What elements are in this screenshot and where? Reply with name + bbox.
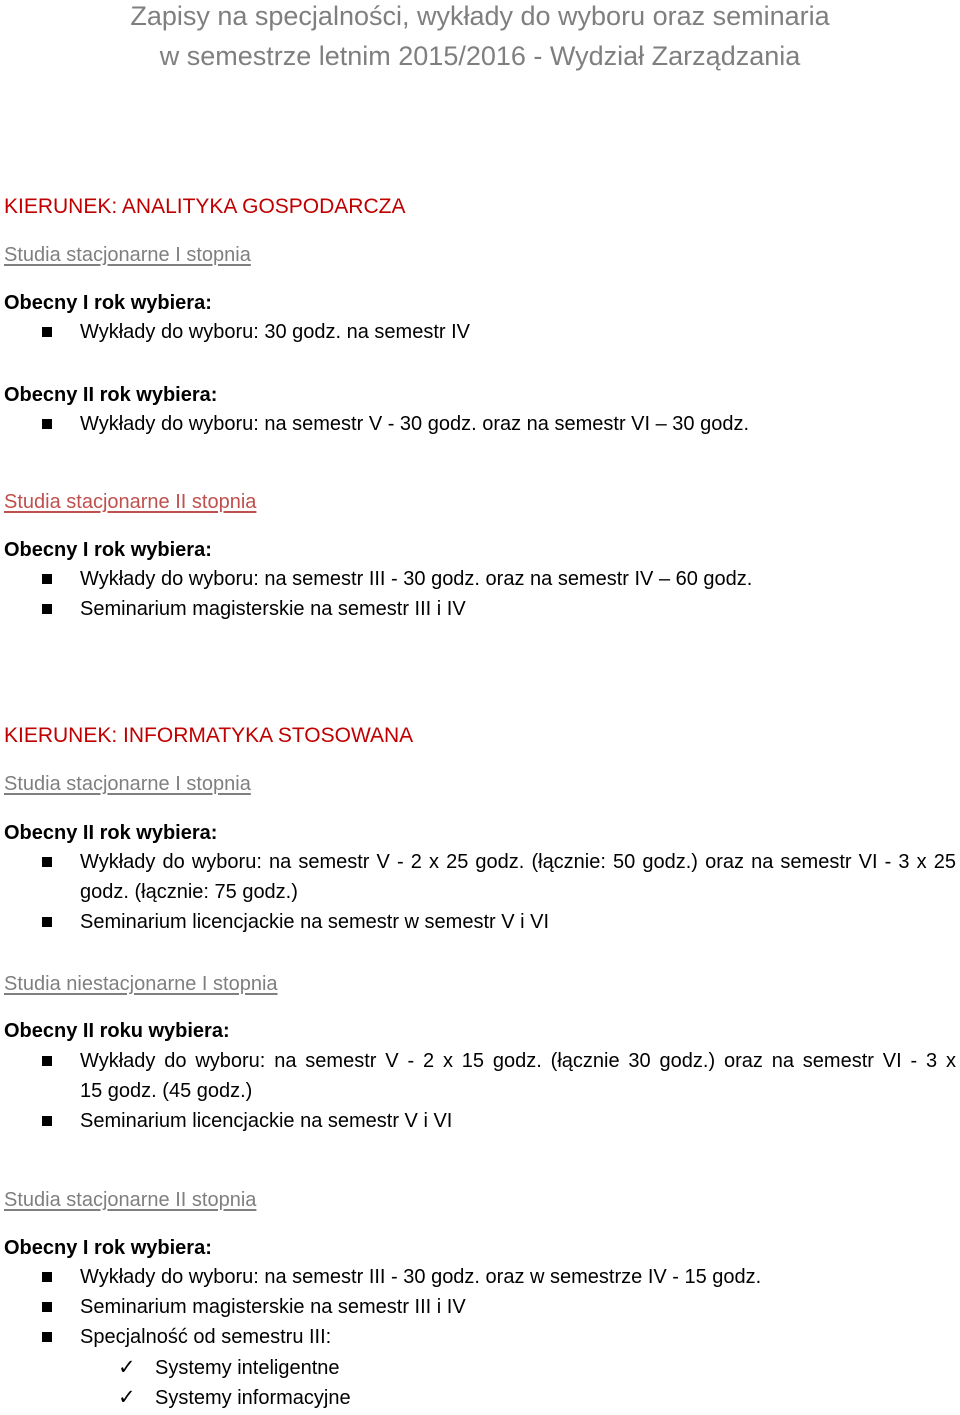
square-bullet-icon	[42, 1332, 52, 1342]
studia-heading: Studia niestacjonarne I stopnia	[4, 973, 278, 995]
square-bullet-icon	[42, 604, 52, 614]
list-item: Seminarium magisterskie na semestr III i IV	[80, 1296, 466, 1318]
kierunek-heading-informatyka	[4, 723, 413, 749]
square-bullet-icon	[42, 1116, 52, 1126]
square-bullet-icon	[42, 574, 52, 584]
rok-heading: Obecny I rok wybiera:	[4, 292, 212, 314]
kierunek-label: KIERUNEK:	[4, 195, 118, 218]
list-item: Wykłady do wyboru: na semestr V - 30 godz. oraz na semestr VI – 30 godz.	[80, 413, 750, 435]
list-item	[80, 1046, 956, 1106]
list-item-line: Wykłady do wyboru: na semestr V - 2 x 15 godz. (łącznie 30 godz.) oraz na semestr VI - 3 x	[80, 1050, 956, 1072]
rok-heading: Obecny I rok wybiera:	[4, 1237, 212, 1259]
title-line-1: Zapisy na specjalności, wykłady do wyboru oraz seminaria	[130, 1, 830, 31]
studia-heading: Studia stacjonarne II stopnia	[4, 1189, 257, 1211]
list-item: Seminarium licencjackie na semestr w semestr V i VI	[80, 911, 550, 933]
checkmark-icon: ✓	[118, 1356, 136, 1379]
list-item: Seminarium magisterskie na semestr III i IV	[80, 598, 466, 620]
square-bullet-icon	[42, 857, 52, 867]
title-line-2: w semestrze letnim 2015/2016 - Wydział Zarządzania	[159, 41, 801, 71]
checkmark-icon: ✓	[118, 1386, 136, 1409]
sublist-item: Systemy inteligentne	[155, 1357, 340, 1379]
square-bullet-icon	[42, 1272, 52, 1282]
kierunek-name: ANALITYKA GOSPODARCZA	[121, 195, 406, 218]
list-item: Seminarium licencjackie na semestr V i VI	[80, 1110, 453, 1132]
list-item-line: godz. (łącznie: 75 godz.)	[80, 881, 298, 903]
square-bullet-icon	[42, 917, 52, 927]
sublist-item: Systemy informacyjne	[155, 1387, 351, 1409]
studia-heading: Studia stacjonarne II stopnia	[4, 491, 257, 513]
kierunek-name: INFORMATYKA STOSOWANA	[123, 724, 414, 747]
square-bullet-icon	[42, 1056, 52, 1066]
kierunek-label: KIERUNEK:	[4, 724, 118, 747]
list-item: Wykłady do wyboru: na semestr III - 30 godz. oraz w semestrze IV - 15 godz.	[80, 1266, 762, 1288]
list-item: Wykłady do wyboru: 30 godz. na semestr IV	[80, 321, 470, 343]
square-bullet-icon	[42, 327, 52, 337]
square-bullet-icon	[42, 1302, 52, 1312]
rok-heading: Obecny I rok wybiera:	[4, 539, 212, 561]
kierunek-heading-analityka	[4, 194, 405, 220]
list-item: Specjalność od semestru III:	[80, 1326, 332, 1348]
list-item-line: 15 godz. (45 godz.)	[80, 1080, 253, 1102]
square-bullet-icon	[42, 419, 52, 429]
rok-heading: Obecny II roku wybiera:	[4, 1020, 230, 1042]
studia-heading: Studia stacjonarne I stopnia	[4, 773, 251, 795]
rok-heading: Obecny II rok wybiera:	[4, 822, 218, 844]
list-item-line: Wykłady do wyboru: na semestr V - 2 x 25 godz. (łącznie: 50 godz.) oraz na semestr VI - 3 x 25	[80, 851, 956, 873]
studia-heading: Studia stacjonarne I stopnia	[4, 244, 251, 266]
list-item: Wykłady do wyboru: na semestr III - 30 godz. oraz na semestr IV – 60 godz.	[80, 568, 753, 590]
rok-heading: Obecny II rok wybiera:	[4, 384, 218, 406]
list-item	[80, 847, 956, 907]
